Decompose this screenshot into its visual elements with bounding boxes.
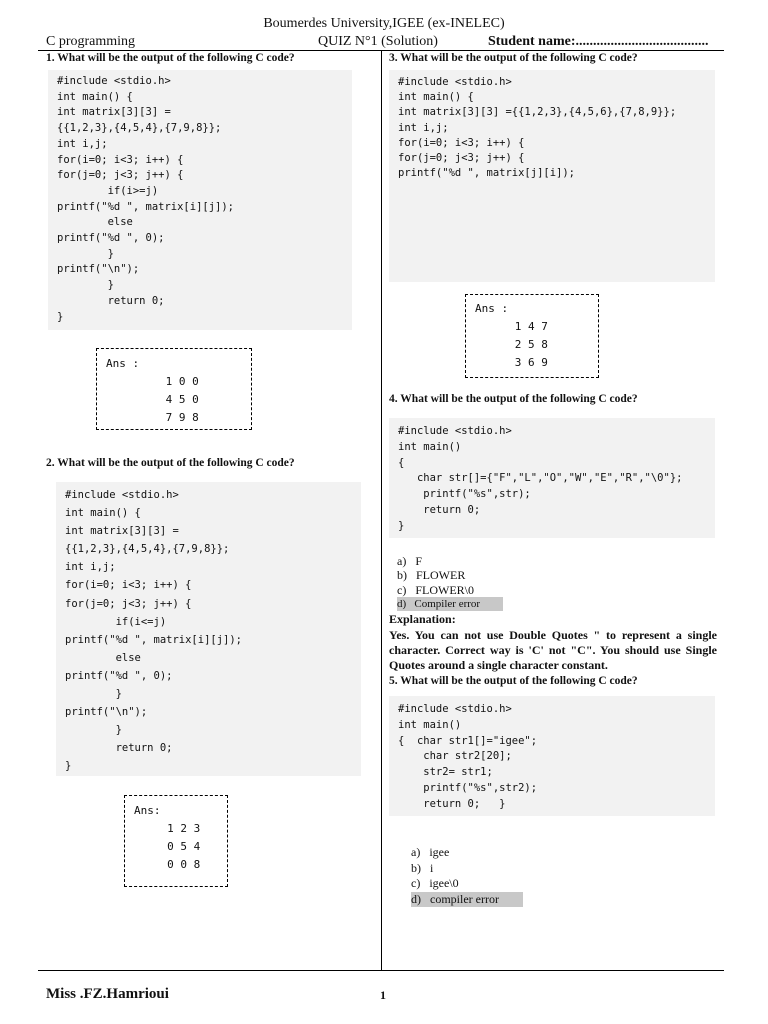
option-c: c) igee\0 [411,876,459,890]
question-1-title: 1. What will be the output of the following C code? [46,52,295,64]
code-line: else [57,216,133,229]
code-line: {{1,2,3},{4,5,4},{7,9,8}}; [65,543,230,556]
code-line: int main() [398,440,462,453]
code-line: for(i=0; i<3; i++) { [57,153,184,166]
university-title: Boumerdes University,IGEE (ex-INELEC) [263,16,505,31]
author-name: Miss .FZ.Hamrioui [46,986,169,1002]
code-line: printf("\n"); [57,263,140,276]
answer-line: 1 4 7 [475,320,548,333]
option-a: a) igee [411,845,450,859]
question-2-title: 2. What will be the output of the following C code? [46,457,295,469]
option-d-correct: d) Compiler error [397,597,503,611]
code-line: for(j=0; j<3; j++) { [57,169,184,182]
code-line: int main() { [57,90,133,103]
code-line: int i,j; [57,137,108,150]
quiz-title: QUIZ N°1 (Solution) [318,34,438,49]
code-line: int main() { [398,91,474,104]
code-line: #include <stdio.h> [57,75,171,87]
course-name: C programming [46,34,136,49]
answer-line: 3 6 9 [475,356,548,369]
question-1-code [48,70,352,330]
code-line: } [398,519,405,532]
code-line: return 0; [57,294,165,307]
code-line: } [57,310,64,323]
code-line: else [65,651,141,664]
option-a: a) F [397,554,422,568]
column-divider [381,50,382,971]
answer-line: 0 5 4 [134,840,201,853]
code-line: { char str1[]="igee"; [398,734,538,747]
code-line: {{1,2,3},{4,5,4},{7,9,8}}; [57,122,222,135]
question-2-answer-box [124,795,228,887]
question-5-title: 5. What will be the output of the following C code? [389,675,638,687]
code-line: printf("%d ", matrix[i][j]); [57,200,235,213]
code-line: } [65,724,122,737]
option-d-correct: d) compiler error [411,892,523,908]
question-4-code [389,418,715,538]
code-line: return 0; } [398,797,506,810]
code-line: #include <stdio.h> [398,425,512,437]
answer-line: 0 0 8 [134,858,201,871]
code-line: } [57,279,114,292]
question-3-code [389,70,715,282]
code-line: char str[]={"F","L","O","W","E","R","\0"}; [398,472,683,485]
question-5-options [411,845,523,907]
option-c: c) FLOWER\0 [397,582,474,597]
code-line: #include <stdio.h> [398,703,512,715]
answer-line: 2 5 8 [475,338,548,351]
page-number: 1 [380,988,386,1002]
code-line: printf("%s",str2); [398,781,538,794]
question-4-title: 4. What will be the output of the following C code? [389,393,638,405]
question-5-code [389,696,715,816]
student-name-field: Student name:...................................... [488,34,709,49]
answer-line: 1 0 0 [106,375,199,388]
code-line: if(i<=j) [65,615,167,628]
question-1-answer-box [96,348,252,430]
code-line: printf("\n"); [65,706,148,719]
answer-line: 4 5 0 [106,393,199,406]
question-3-title: 3. What will be the output of the following C code? [389,52,638,64]
option-b: b) FLOWER [397,568,466,583]
code-line: int matrix[3][3] = [65,525,179,538]
code-line: for(j=0; j<3; j++) { [65,597,192,610]
code-line: for(i=0; i<3; i++) { [65,579,192,592]
code-line: int i,j; [398,121,449,134]
question-3-answer-box [465,294,599,378]
code-line: int main() { [65,507,141,520]
code-line: int matrix[3][3] = [57,106,171,119]
code-line: for(j=0; j<3; j++) { [398,152,525,165]
code-line: printf("%d ", matrix[i][j]); [65,633,243,646]
code-line: str2= str1; [398,766,493,779]
code-line: printf("%d ", 0); [65,669,173,682]
code-line: printf("%s",str); [398,488,531,501]
code-line: int main() [398,718,462,731]
answer-line: 7 9 8 [106,411,199,424]
answer-line: Ans: [134,804,161,817]
code-line: for(i=0; i<3; i++) { [398,136,525,149]
code-line: int i,j; [65,561,116,574]
option-b: b) i [411,860,434,875]
code-line: printf("%d ", matrix[j][i]); [398,167,576,180]
code-line: if(i>=j) [57,184,159,197]
code-line: #include <stdio.h> [65,489,179,501]
code-line: } [65,688,122,701]
code-line: return 0; [398,503,481,516]
code-line: int matrix[3][3] ={{1,2,3},{4,5,6},{7,8,9}}; [398,106,677,119]
code-line: #include <stdio.h> [398,76,512,88]
question-2-code [56,482,361,776]
code-line: { [398,456,405,469]
code-line: } [65,760,72,773]
answer-line: 1 2 3 [134,822,201,835]
answer-line: Ans : [106,357,140,370]
code-line: printf("%d ", 0); [57,232,165,245]
explanation-title: Explanation: [389,612,456,626]
code-line: } [57,247,114,260]
answer-line: Ans : [475,302,509,315]
explanation-text: Yes. You can not use Double Quotes " to represent a single character. Correct way is 'C' not "C". You should use Single Quotes around a single character constant. [389,628,717,672]
code-line: char str2[20]; [398,750,512,763]
code-line: return 0; [65,742,173,755]
footer-rule [38,970,724,971]
question-4-options [397,554,503,611]
